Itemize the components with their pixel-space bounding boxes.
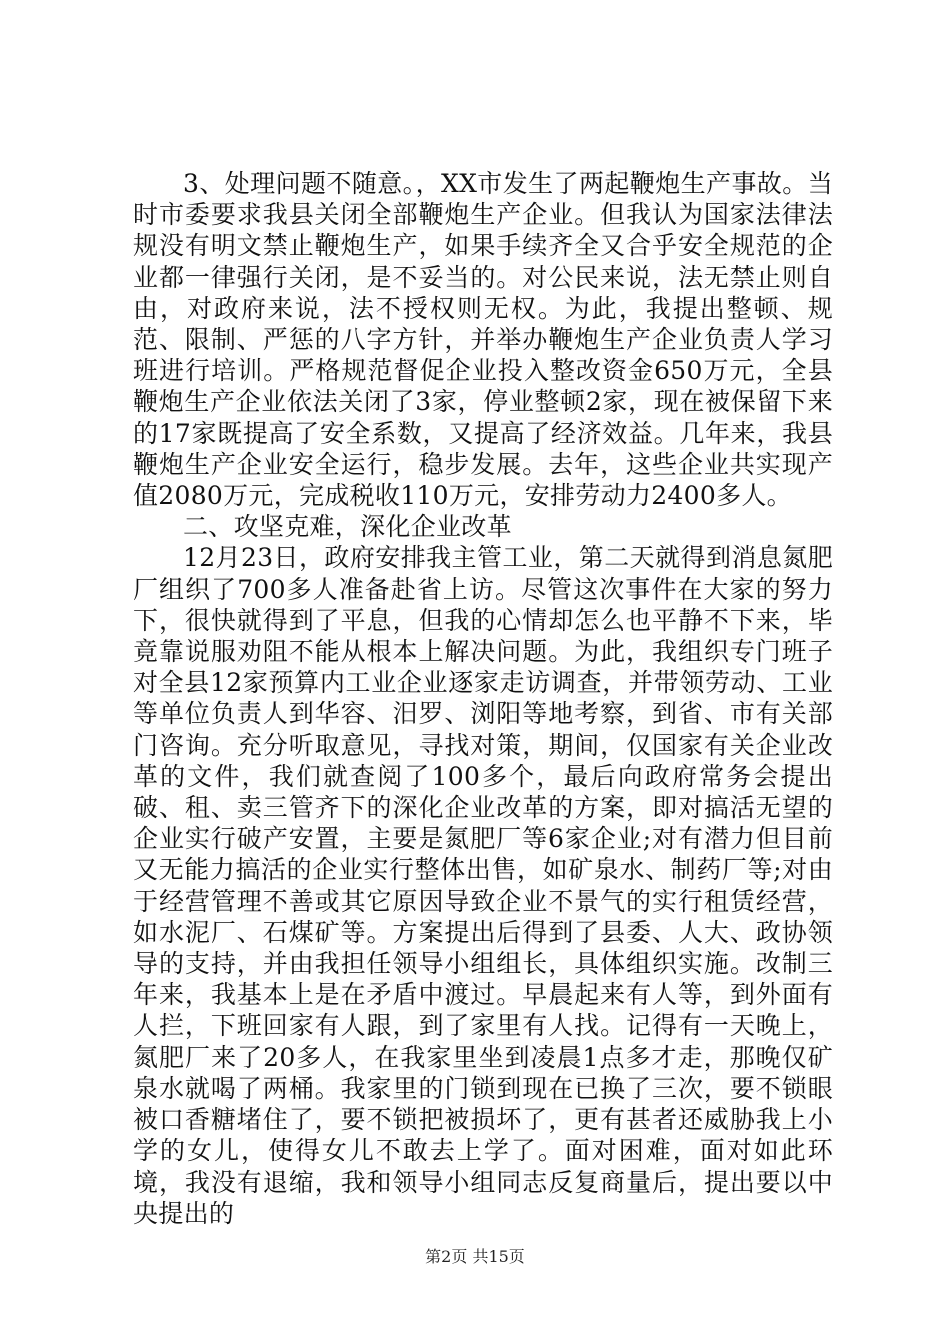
paragraph-enterprise-reform: 12月23日，政府安排我主管工业，第二天就得到消息氮肥厂组织了700多人准备赴省上访。尽管这次事件在大家的努力下，很快就得到了平息，但我的心情却怎么也平静不下来，毕竟靠说服劝阻不能从根本上解决问题。为此，我组织专门班子对全县12家预算内工业企业逐家走访调查，并带领劳动、工业等单位负责人到华容、汨罗、浏阳等地考察，到省、市有关部门咨询。充分听取意见，寻找对策，期间，仅国家有关企业改革的文件，我们就查阅了100多个，最后向政府常务会提出破、租、卖三管齐下的深化企业改革的方案，即对搞活无望的企业实行破产安置，主要是氮肥厂等6家企业;对有潜力但目前又无能力搞活的企业实行整体出售，如矿泉水、制药厂等;对由于经营管理不善或其它原因导致企业不景气的实行租赁经营，如水泥厂、石煤矿等。方案提出后得到了县委、人大、政协领导的支持，并由我担任领导小组组长，具体组织实施。改制三年来，我基本上是在矛盾中渡过。早晨起来有人等，到外面有人拦，下班回家有人跟，到了家里有人找。记得有一天晚上，氮肥厂来了20多人，在我家里坐到凌晨1点多才走，那晚仅矿泉水就喝了两桶。我家里的门锁到现在已换了三次，要不锁眼被口香糖堵住了，要不锁把被损坏了，更有甚者还威胁我上小学的女儿，使得女儿不敢去上学了。面对困难，面对如此环境，我没有退缩，我和领导小组同志反复商量后，提出要以中央提出的	[133, 543, 833, 1228]
section-heading-enterprise-reform: 二、攻坚克难，深化企业改革	[183, 512, 512, 542]
paragraph-firecracker-regulation: 3、处理问题不随意。，XX市发生了两起鞭炮生产事故。当时市委要求我县关闭全部鞭炮生产企业。但我认为国家法律法规没有明文禁止鞭炮生产，如果手续齐全又合乎安全规范的企业都一律强行关闭，是不妥当的。对公民来说，法无禁止则自由，对政府来说，法不授权则无权。为此，我提出整顿、规范、限制、严惩的八字方针，并举办鞭炮生产企业负责人学习班进行培训。严格规范督促企业投入整改资金650万元，全县鞭炮生产企业依法关闭了3家，停业整顿2家，现在被保留下来的17家既提高了安全系数，又提高了经济效益。几年来，我县鞭炮生产企业安全运行，稳步发展。去年，这些企业共实现产值2080万元，完成税收110万元，安排劳动力2400多人。	[133, 169, 833, 511]
page-footer: 第2页 共15页	[425, 1247, 525, 1266]
document-body	[133, 168, 833, 1229]
